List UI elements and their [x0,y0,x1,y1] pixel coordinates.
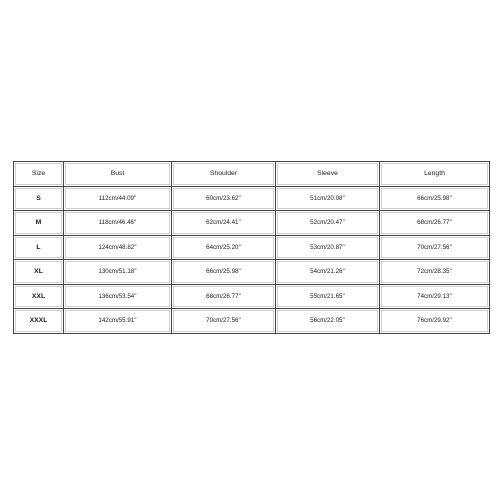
header-bust: Bust [64,162,172,187]
bust-cell: 130cm/51.18'' [64,260,172,285]
length-cell: 70cm/27.56'' [380,236,490,261]
shoulder-cell: 62cm/24.41'' [172,211,276,236]
shoulder-cell: 66cm/25.98'' [172,260,276,285]
header-shoulder: Shoulder [172,162,276,187]
table-row [14,260,490,285]
size-chart-table [13,161,490,334]
table-header-row [14,162,490,187]
shoulder-cell: 70cm/27.56'' [172,309,276,334]
bust-cell: 124cm/48.82'' [64,236,172,261]
length-cell: 72cm/28.35'' [380,260,490,285]
bust-cell: 136cm/53.54'' [64,285,172,310]
length-cell: 68cm/26.77'' [380,211,490,236]
header-sleeve: Sleeve [276,162,380,187]
sleeve-cell: 55cm/21.65'' [276,285,380,310]
sleeve-cell: 52cm/20.47'' [276,211,380,236]
size-cell: M [14,211,64,236]
size-cell: XXXL [14,309,64,334]
length-cell: 76cm/29.92'' [380,309,490,334]
sleeve-cell: 56cm/22.05'' [276,309,380,334]
table-row [14,309,490,334]
header-length: Length [380,162,490,187]
table-row [14,236,490,261]
header-size: Size [14,162,64,187]
sleeve-cell: 53cm/20.87'' [276,236,380,261]
shoulder-cell: 60cm/23.62'' [172,187,276,212]
sleeve-cell: 51cm/20.08'' [276,187,380,212]
length-cell: 74cm/29.13'' [380,285,490,310]
sleeve-cell: 54cm/21.26'' [276,260,380,285]
size-cell: XL [14,260,64,285]
shoulder-cell: 68cm/26.77'' [172,285,276,310]
bust-cell: 118cm/46.46'' [64,211,172,236]
length-cell: 66cm/25.98'' [380,187,490,212]
size-cell: XXL [14,285,64,310]
size-cell: S [14,187,64,212]
bust-cell: 142cm/55.91'' [64,309,172,334]
size-cell: L [14,236,64,261]
table-row [14,285,490,310]
shoulder-cell: 64cm/25.20'' [172,236,276,261]
table-row [14,211,490,236]
table-row [14,187,490,212]
bust-cell: 112cm/44.09'' [64,187,172,212]
